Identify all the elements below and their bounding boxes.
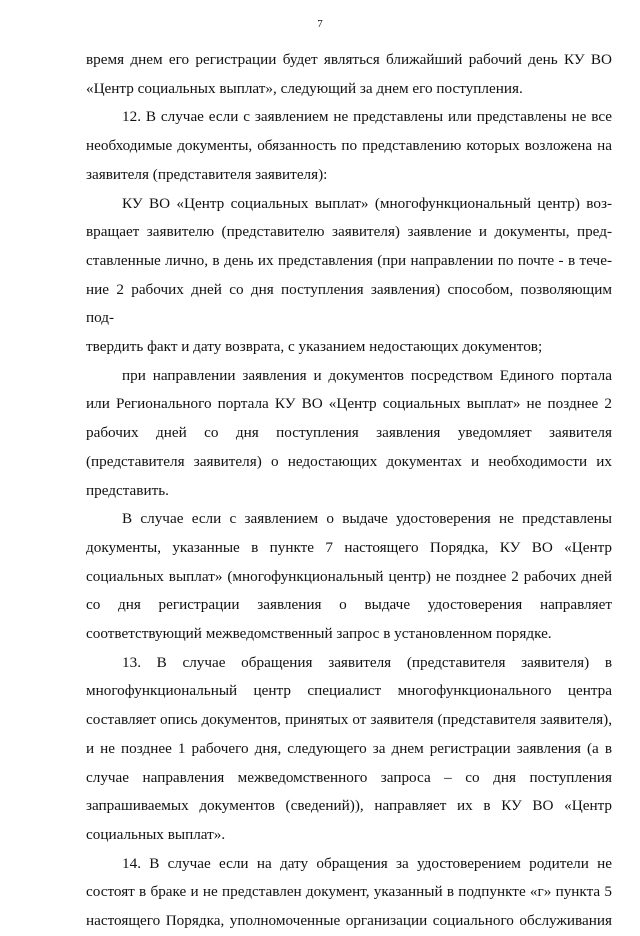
- text-line: время днем его регистрации будет являться ближайший рабочий день КУ ВО: [86, 51, 612, 68]
- paragraph-item-12: [86, 103, 612, 189]
- text-line: состоят в браке и не представлен документ, указанный в подпункте «г» пункта 5: [86, 883, 612, 901]
- text-line: необходимые документы, обязанность по представлению которых возложена на: [86, 137, 612, 155]
- text-line: представить.: [86, 481, 169, 499]
- text-line: (представителя заявителя) о недостающих документах и необходимости их: [86, 452, 612, 470]
- text-line: твердить факт и дату возврата, с указанием недостающих документов;: [86, 338, 543, 356]
- text-line: социальных выплат» (многофункциональный центр) не позднее 2 рабочих дней: [86, 567, 612, 585]
- paragraph-item-14: [86, 850, 612, 936]
- text-line: запрашиваемых документов (сведений)), направляет их в КУ ВО «Центр: [86, 797, 612, 815]
- text-line: «Центр социальных выплат», следующий за днем его поступления.: [86, 79, 523, 97]
- paragraph-item-13: [86, 649, 612, 850]
- text-line: ставленные лично, в день их представления (при направлении по почте - в тече-: [86, 251, 612, 269]
- text-line: рабочих дней со дня поступления заявления уведомляет заявителя: [86, 424, 612, 442]
- text-line: случае направления межведомственного запроса – со дня поступления: [86, 768, 612, 786]
- text-line: 14. В случае если на дату обращения за удостоверением родители не: [122, 854, 612, 872]
- text-line: социальных выплат».: [86, 825, 226, 843]
- paragraph-portal-notification: [86, 362, 612, 506]
- text-line: со дня регистрации заявления о выдаче удостоверения направляет: [86, 596, 612, 614]
- text-line: и не позднее 1 рабочего дня, следующего за днем регистрации заявления (а в: [86, 739, 612, 757]
- document-body: [86, 46, 612, 936]
- paragraph-interagency-request: [86, 505, 612, 649]
- text-line: соответствующий межведомственный запрос в установленном порядке.: [86, 625, 552, 643]
- text-line: 13. В случае обращения заявителя (представителя заявителя) в: [122, 653, 612, 671]
- text-line: при направлении заявления и документов посредством Единого портала: [122, 366, 612, 384]
- text-line: КУ ВО «Центр социальных выплат» (многофункциональный центр) воз-: [122, 194, 612, 212]
- text-line: настоящего Порядка, уполномоченные организации социального обслуживания: [86, 912, 612, 930]
- text-line: многофункциональный центр специалист многофункционального центра: [86, 682, 612, 700]
- text-line: ние 2 рабочих дней со дня поступления заявления) способом, позволяющим под-: [86, 280, 612, 327]
- text-line: В случае если с заявлением о выдаче удостоверения не представлены: [122, 510, 612, 528]
- text-line: составляет опись документов, принятых от заявителя (представителя заявителя),: [86, 711, 612, 729]
- text-line: или Регионального портала КУ ВО «Центр социальных выплат» не позднее 2: [86, 395, 612, 413]
- paragraph-return-documents: [86, 190, 612, 362]
- paragraph-continuation: [86, 46, 612, 103]
- text-line: заявителя (представителя заявителя):: [86, 165, 328, 183]
- text-line: 12. В случае если с заявлением не представлены или представлены не все: [122, 108, 612, 126]
- page-number: 7: [317, 18, 323, 30]
- text-line: документы, указанные в пункте 7 настоящего Порядка, КУ ВО «Центр: [86, 538, 612, 556]
- text-line: вращает заявителю (представителю заявителя) заявление и документы, пред-: [86, 223, 612, 241]
